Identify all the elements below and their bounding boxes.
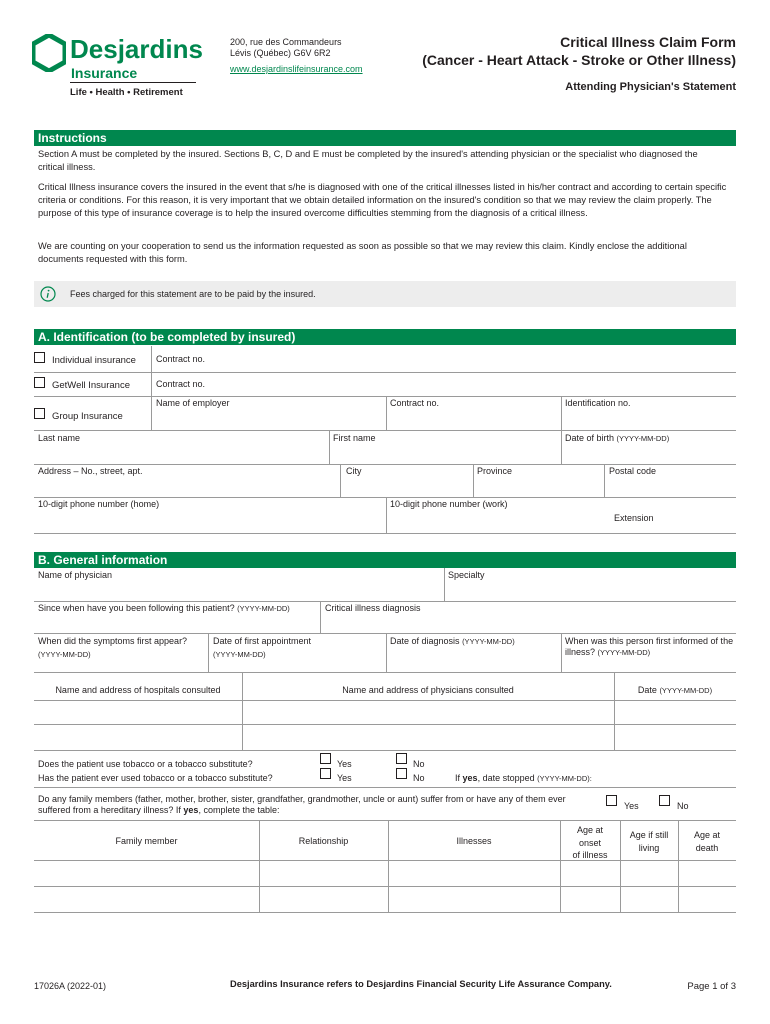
family-yes-label: Yes xyxy=(624,801,639,811)
instructions-p2: Critical Illness insurance covers the insured in the event that s/he is diagnosed with one of the critical illnesses listed in his/her contract and according to certain specific criteria or conditions. For this reason, it is very important that we obtain detailed information on the insured's condition so that we may review the claim properly. The purpose of this type of insurance coverage is to help the insured overcome difficulties stemming from the diagnosis of a critical illness. xyxy=(38,182,727,218)
fees-note: Fees charged for this statement are to be paid by the insured. xyxy=(70,289,316,299)
col-age-living-1: Age if still xyxy=(629,830,669,840)
individual-insurance-checkbox[interactable] xyxy=(34,352,45,363)
phone-work-label: 10-digit phone number (work) xyxy=(390,499,508,509)
col-age-onset-3: of illness xyxy=(572,850,608,860)
family-question-yes: yes xyxy=(183,805,199,815)
family-question-text: Do any family members (father, mother, brother, sister, grandfather, grandmother, uncle or aunt) suffer from or have any of them ever suffered from a hereditary illness? If xyxy=(38,794,566,815)
col-age-death xyxy=(678,829,736,855)
symptoms-format: (YYYY-MM-DD) xyxy=(38,650,91,659)
col-age-onset xyxy=(560,824,620,862)
col-age-onset-1: Age at xyxy=(576,825,604,835)
family-no-label: No xyxy=(677,801,689,811)
dob-label xyxy=(565,433,669,444)
form-title-2: (Cancer - Heart Attack - Stroke or Other Illness) xyxy=(422,52,736,68)
instructions-heading: Instructions xyxy=(34,130,736,146)
page-number: Page 1 of 3 xyxy=(687,981,736,992)
date-stopped-format: (YYYY-MM-DD): xyxy=(537,774,592,783)
date-of-diagnosis-text: Date of diagnosis xyxy=(390,636,460,646)
date-of-diagnosis-label xyxy=(390,636,515,647)
tobacco-q2-yes-label: Yes xyxy=(337,773,352,783)
dob-format: (YYYY-MM-DD) xyxy=(616,434,670,443)
tobacco-q1-yes-checkbox[interactable] xyxy=(320,753,331,764)
form-subtitle: Attending Physician's Statement xyxy=(565,81,736,93)
family-question-end: , complete the table: xyxy=(198,805,280,815)
hospitals-header: Name and address of hospitals consulted xyxy=(55,685,221,695)
identification-label: Identification no. xyxy=(565,398,631,408)
date-header-format: (YYYY-MM-DD) xyxy=(659,686,713,695)
section-b-heading: B. General information xyxy=(34,552,736,568)
individual-insurance-label: Individual insurance xyxy=(52,355,136,366)
first-informed-format: (YYYY-MM-DD) xyxy=(597,648,651,657)
extension-label: Extension xyxy=(614,513,654,523)
group-contract-label: Contract no. xyxy=(390,398,440,408)
first-appointment-label: Date of first appointment xyxy=(213,636,312,646)
col-relationship: Relationship xyxy=(298,836,349,846)
group-insurance-label: Group Insurance xyxy=(52,411,123,422)
getwell-insurance-checkbox[interactable] xyxy=(34,377,45,388)
group-insurance-checkbox[interactable] xyxy=(34,408,45,419)
col-age-living xyxy=(620,829,678,855)
tobacco-question-2: Has the patient ever used tobacco or a tobacco substitute? xyxy=(38,773,273,783)
family-yes-checkbox[interactable] xyxy=(606,795,617,806)
tobacco-q2-yes-checkbox[interactable] xyxy=(320,768,331,779)
form-title-1: Critical Illness Claim Form xyxy=(560,34,736,50)
tobacco-q1-yes-label: Yes xyxy=(337,759,352,769)
brand-sub: Insurance xyxy=(71,65,138,81)
first-informed-label xyxy=(565,636,735,658)
symptoms-label: When did the symptoms first appear? xyxy=(38,636,188,646)
employer-label: Name of employer xyxy=(156,398,230,408)
col-age-death-2: death xyxy=(695,843,719,853)
first-name-label: First name xyxy=(333,433,376,443)
dob-text: Date of birth xyxy=(565,433,615,443)
tagline: Life • Health • Retirement xyxy=(70,87,183,98)
family-no-checkbox[interactable] xyxy=(659,795,670,806)
diagnosis-label: Critical illness diagnosis xyxy=(325,603,421,613)
province-label: Province xyxy=(477,466,513,476)
brand-name: Desjardins xyxy=(70,34,203,64)
tobacco-q1-no-label: No xyxy=(413,759,425,769)
city-label: City xyxy=(346,466,362,476)
date-of-diagnosis-format: (YYYY-MM-DD) xyxy=(462,637,515,646)
date-stopped-label xyxy=(455,773,592,784)
tobacco-q2-no-checkbox[interactable] xyxy=(396,768,407,779)
family-question xyxy=(38,794,600,816)
since-when-text: Since when have you been following this patient? xyxy=(38,603,235,613)
col-age-onset-2: onset xyxy=(578,837,602,848)
address-line-2: Lévis (Québec) G6V 6R2 xyxy=(230,48,331,58)
tobacco-q2-no-label: No xyxy=(413,773,425,783)
instructions-p1: Section A must be completed by the insured. Sections B, C, D and E must be completed by the insured's attending physician or the specialist who diagnosed the critical illness. xyxy=(38,149,698,172)
first-appointment-format: (YYYY-MM-DD) xyxy=(213,650,266,659)
getwell-insurance-label: GetWell Insurance xyxy=(52,380,130,391)
date-stopped-yes: yes xyxy=(462,773,478,783)
address-line-1: 200, rue des Commandeurs xyxy=(230,37,342,47)
date-header-text: Date xyxy=(637,685,657,695)
last-name-label: Last name xyxy=(38,433,81,443)
col-age-death-1: Age at xyxy=(693,830,721,840)
section-a-heading: A. Identification (to be completed by insured) xyxy=(34,329,736,345)
date-header xyxy=(614,685,736,696)
col-illnesses: Illnesses xyxy=(456,836,492,846)
fees-note-box xyxy=(34,281,736,307)
tobacco-q1-no-checkbox[interactable] xyxy=(396,753,407,764)
first-informed-text: When was this person first informed of the illness? xyxy=(565,636,734,657)
contract-no-label-2: Contract no. xyxy=(156,379,206,389)
date-stopped-text: , date stopped xyxy=(477,773,535,783)
physician-name-label: Name of physician xyxy=(38,570,113,580)
date-stopped-if: If xyxy=(455,773,461,783)
since-when-label xyxy=(38,603,290,614)
logo-divider xyxy=(70,82,196,83)
col-family-member: Family member xyxy=(115,836,178,846)
specialty-label: Specialty xyxy=(448,570,485,580)
info-icon xyxy=(40,286,56,302)
postal-code-label: Postal code xyxy=(609,466,657,476)
physicians-header: Name and address of physicians consulted xyxy=(342,685,514,695)
form-number: 17026A (2022-01) xyxy=(34,981,107,991)
tobacco-question-1: Does the patient use tobacco or a tobacco substitute? xyxy=(38,759,253,769)
address-label: Address – No., street, apt. xyxy=(38,466,143,476)
phone-home-label: 10-digit phone number (home) xyxy=(38,499,160,509)
col-age-living-2: living xyxy=(638,843,660,853)
instructions-p3: We are counting on your cooperation to send us the information requested as soon as possible so that we may review this claim. Kindly enclose the additional documents requested with this form. xyxy=(38,241,687,264)
desjardins-hexagon-icon xyxy=(32,34,66,72)
contract-no-label-1: Contract no. xyxy=(156,354,206,364)
since-when-format: (YYYY-MM-DD) xyxy=(237,604,290,613)
website-link[interactable]: www.desjardinslifeinsurance.com xyxy=(230,64,363,74)
company-note: Desjardins Insurance refers to Desjardins Financial Security Life Assurance Company. xyxy=(230,979,612,989)
